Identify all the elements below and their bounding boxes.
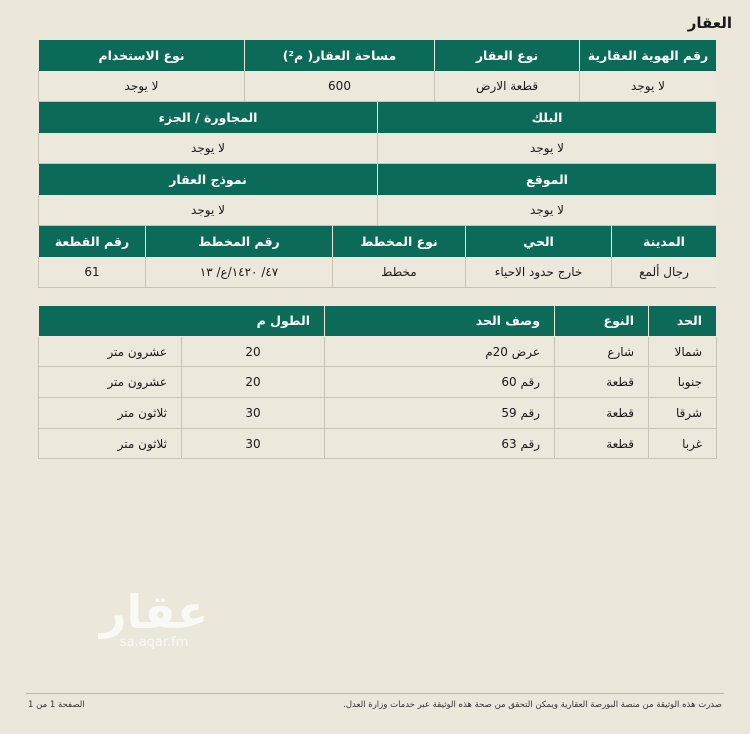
header-plan-type: نوع المخطط	[332, 226, 465, 257]
header-neighborhood-part: المجاورة / الجزء	[38, 102, 377, 133]
boundary-length-text: عشرون متر	[39, 367, 182, 398]
footer-divider	[26, 693, 724, 694]
watermark-logo: عقار	[100, 585, 209, 639]
property-id-value: لا يوجد	[579, 71, 716, 102]
footer-note: صدرت هذه الوثيقة من منصة البورصة العقارية ويمكن التحقق من صحة هذه الوثيقة عبر خدمات وزارة العدل.	[343, 700, 722, 710]
boundary-side: شمالا	[649, 336, 717, 367]
header-boundary: الحد	[649, 306, 717, 337]
header-property-area: مساحة العقار( م²)	[244, 40, 434, 71]
boundaries-table	[38, 305, 717, 459]
boundary-desc: رقم 63	[325, 428, 555, 459]
header-usage-type: نوع الاستخدام	[38, 40, 244, 71]
boundary-type: شارع	[555, 336, 649, 367]
property-type-value: قطعة الارض	[434, 71, 579, 102]
section-title: العقار	[687, 14, 732, 32]
header-length: الطول م	[39, 306, 325, 337]
property-model-value: لا يوجد	[38, 195, 377, 226]
header-district: الحي	[465, 226, 611, 257]
table-row	[39, 367, 717, 398]
header-plot-number: رقم القطعة	[38, 226, 145, 257]
location-value: لا يوجد	[377, 195, 716, 226]
header-location: الموقع	[377, 164, 716, 195]
header-plan-number: رقم المخطط	[145, 226, 332, 257]
neighborhood-part-value: لا يوجد	[38, 133, 377, 164]
table-row	[39, 398, 717, 429]
header-property-model: نموذج العقار	[38, 164, 377, 195]
table-row	[39, 428, 717, 459]
header-block: البلك	[377, 102, 716, 133]
boundary-length: 20	[182, 336, 325, 367]
header-boundary-desc: وصف الحد	[325, 306, 555, 337]
district-value: خارج حدود الاحياء	[465, 257, 611, 288]
boundary-side: غربا	[649, 428, 717, 459]
plot-number-value: 61	[38, 257, 145, 288]
header-property-id: رقم الهوية العقارية	[579, 40, 716, 71]
property-area-value: 600	[244, 71, 434, 102]
boundary-length-text: عشرون متر	[39, 336, 182, 367]
boundary-side: شرقا	[649, 398, 717, 429]
table-row	[39, 336, 717, 367]
property-info-table	[38, 40, 716, 288]
boundary-length-text: ثلاثون متر	[39, 428, 182, 459]
watermark-url: sa.aqar.fm	[119, 635, 189, 650]
header-city: المدينة	[611, 226, 716, 257]
boundary-length: 20	[182, 367, 325, 398]
boundary-length: 30	[182, 428, 325, 459]
boundary-length: 30	[182, 398, 325, 429]
boundary-type: قطعة	[555, 428, 649, 459]
plan-number-value: ٤٧/ ١٤٢٠/ع/ ١٣	[145, 257, 332, 288]
block-value: لا يوجد	[377, 133, 716, 164]
header-property-type: نوع العقار	[434, 40, 579, 71]
page-number: الصفحة 1 من 1	[28, 700, 85, 710]
plan-type-value: مخطط	[332, 257, 465, 288]
boundary-desc: رقم 59	[325, 398, 555, 429]
aqar-watermark	[100, 585, 208, 650]
boundary-length-text: ثلاثون متر	[39, 398, 182, 429]
usage-type-value: لا يوجد	[38, 71, 244, 102]
boundary-desc: رقم 60	[325, 367, 555, 398]
boundary-type: قطعة	[555, 398, 649, 429]
boundary-type: قطعة	[555, 367, 649, 398]
city-value: رجال ألمع	[611, 257, 716, 288]
boundary-desc: عرض 20م	[325, 336, 555, 367]
header-boundary-type: النوع	[555, 306, 649, 337]
boundary-side: جنوبا	[649, 367, 717, 398]
